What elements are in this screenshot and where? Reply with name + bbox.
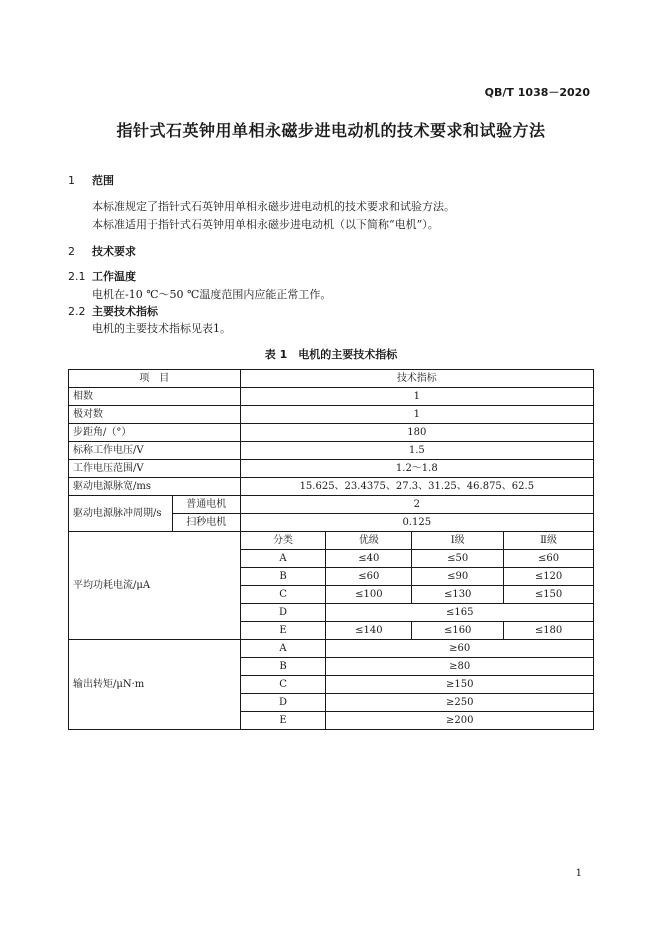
section-1-paragraph-1: 本标准规定了指针式石英钟用单相永磁步进电动机的技术要求和试验方法。 <box>92 200 455 213</box>
row-label: 相数 <box>69 388 241 406</box>
grade-header: 分类 <box>240 532 326 550</box>
class-cell: E <box>240 712 326 730</box>
section-title: 工作温度 <box>92 270 136 283</box>
row-label: 标称工作电压/V <box>69 442 241 460</box>
row-value: 1.2～1.8 <box>240 460 593 478</box>
value-cell: ≤100 <box>326 586 412 604</box>
section-title: 范围 <box>92 174 114 187</box>
value-cell: ≤60 <box>326 568 412 586</box>
value-cell: ≥250 <box>326 694 594 712</box>
section-number: 2 <box>68 245 75 258</box>
row-value: 1.5 <box>240 442 593 460</box>
page-number: 1 <box>575 868 582 879</box>
torque-label: 输出转矩/μN·m <box>69 640 241 730</box>
section-2-1-paragraph: 电机在-10 ℃～50 ℃温度范围内应能正常工作。 <box>92 288 332 301</box>
table-row <box>69 442 594 460</box>
sub-label: 普通电机 <box>172 496 240 514</box>
row-value: 0.125 <box>240 514 593 532</box>
row-value: 180 <box>240 424 593 442</box>
value-cell: ≤50 <box>412 550 504 568</box>
table-row <box>69 424 594 442</box>
value-cell: ≤140 <box>326 622 412 640</box>
section-2-2-paragraph: 电机的主要技术指标见表1。 <box>92 322 231 335</box>
header-spec: 技术指标 <box>240 370 593 388</box>
row-label: 驱动电源脉宽/ms <box>69 478 241 496</box>
grade-header: 优级 <box>326 532 412 550</box>
value-cell: ≥60 <box>326 640 594 658</box>
section-1-heading <box>68 172 114 188</box>
spec-table <box>68 369 594 730</box>
section-2-heading <box>68 243 136 259</box>
value-cell: ≤40 <box>326 550 412 568</box>
section-number: 2.1 <box>68 270 86 283</box>
value-cell: ≤120 <box>504 568 594 586</box>
row-value: 15.625、23.4375、27.3、31.25、46.875、62.5 <box>240 478 593 496</box>
row-value: 1 <box>240 388 593 406</box>
section-2-2-heading <box>68 303 158 319</box>
value-cell: ≥80 <box>326 658 594 676</box>
row-label: 极对数 <box>69 406 241 424</box>
value-cell: ≤160 <box>412 622 504 640</box>
value-cell: ≤90 <box>412 568 504 586</box>
value-cell: ≤60 <box>504 550 594 568</box>
table-row <box>69 478 594 496</box>
class-cell: A <box>240 550 326 568</box>
value-cell: ≤180 <box>504 622 594 640</box>
class-cell: C <box>240 676 326 694</box>
class-cell: D <box>240 694 326 712</box>
section-title: 技术要求 <box>92 245 136 258</box>
class-cell: B <box>240 658 326 676</box>
current-label: 平均功耗电流/μA <box>69 532 241 640</box>
value-cell: ≤165 <box>326 604 594 622</box>
value-cell: ≥200 <box>326 712 594 730</box>
table-row <box>69 388 594 406</box>
table-row <box>69 532 594 550</box>
row-value: 1 <box>240 406 593 424</box>
class-cell: A <box>240 640 326 658</box>
grade-header: Ⅱ级 <box>504 532 594 550</box>
class-cell: D <box>240 604 326 622</box>
table-row <box>69 496 594 514</box>
value-cell: ≤150 <box>504 586 594 604</box>
sub-label: 扫秒电机 <box>172 514 240 532</box>
table-header-row <box>69 370 594 388</box>
class-cell: B <box>240 568 326 586</box>
table-caption: 表 1 电机的主要技术指标 <box>264 348 398 361</box>
standard-code: QB/T 1038－2020 <box>484 86 590 99</box>
value-cell: ≤130 <box>412 586 504 604</box>
section-1-paragraph-2: 本标准适用于指针式石英钟用单相永磁步进电动机（以下简称“电机”）。 <box>92 218 439 231</box>
section-title: 主要技术指标 <box>92 305 158 318</box>
header-item: 项 目 <box>69 370 241 388</box>
section-number: 2.2 <box>68 305 86 318</box>
class-cell: E <box>240 622 326 640</box>
row-value: 2 <box>240 496 593 514</box>
section-number: 1 <box>68 174 75 187</box>
document-title: 指针式石英钟用单相永磁步进电动机的技术要求和试验方法 <box>116 121 546 140</box>
table-row <box>69 640 594 658</box>
row-label: 步距角/（°） <box>69 424 241 442</box>
class-cell: C <box>240 586 326 604</box>
value-cell: ≥150 <box>326 676 594 694</box>
row-label: 工作电压范围/V <box>69 460 241 478</box>
table-row <box>69 406 594 424</box>
row-label: 驱动电源脉冲周期/s <box>69 496 173 532</box>
section-2-1-heading <box>68 268 136 284</box>
table-row <box>69 460 594 478</box>
grade-header: Ⅰ级 <box>412 532 504 550</box>
